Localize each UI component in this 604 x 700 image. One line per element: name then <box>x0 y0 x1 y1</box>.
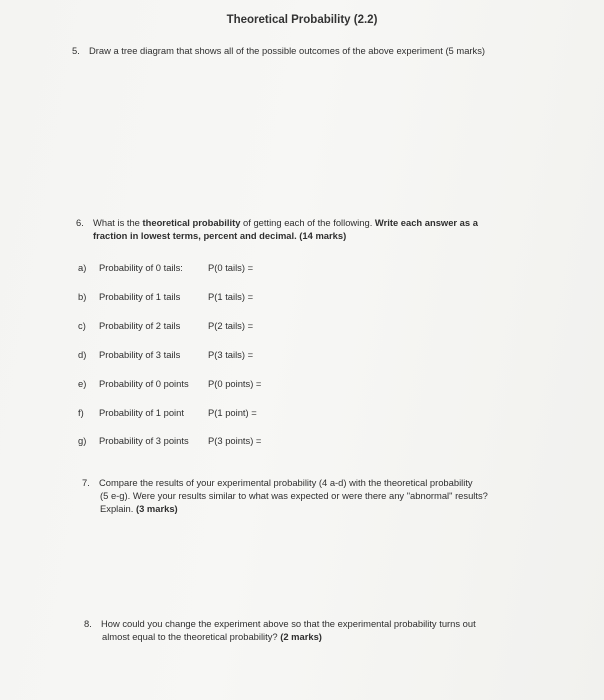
item-expression: P(1 point) = <box>208 407 257 418</box>
question-7-marks: (3 marks) <box>133 503 178 514</box>
item-letter: c) <box>78 320 86 331</box>
list-item <box>78 320 254 331</box>
question-8-line-1: How could you change the experiment above so that the experimental probability turns out <box>101 618 476 629</box>
question-5-text: Draw a tree diagram that shows all of the possible outcomes of the above experiment (5 marks) <box>89 45 486 56</box>
question-7-line-1: Compare the results of your experimental probability (4 a-d) with the theoretical probability <box>99 477 473 488</box>
question-6 <box>76 216 536 242</box>
item-label: Probability of 1 point <box>99 407 184 418</box>
question-6-bold-a: theoretical probability <box>142 217 241 228</box>
item-letter: f) <box>78 407 84 418</box>
item-expression: P(2 tails) = <box>208 320 254 331</box>
list-item <box>78 262 254 273</box>
list-item <box>78 349 254 360</box>
item-expression: P(3 tails) = <box>208 349 254 360</box>
list-item <box>78 435 262 446</box>
question-6-bold-b: Write each answer as a <box>374 217 478 228</box>
list-item <box>78 291 254 302</box>
item-letter: e) <box>78 378 87 389</box>
question-8-marks: (2 marks) <box>277 631 322 642</box>
item-letter: g) <box>78 435 87 446</box>
item-label: Probability of 3 points <box>99 435 189 446</box>
item-expression: P(0 tails) = <box>208 262 254 273</box>
question-5 <box>72 44 485 57</box>
item-letter: a) <box>78 262 87 273</box>
list-item <box>78 378 262 389</box>
question-6-text-b: of getting each of the following. <box>240 217 375 228</box>
item-expression: P(3 points) = <box>208 435 262 446</box>
item-expression: P(0 points) = <box>208 378 262 389</box>
item-label: Probability of 0 points <box>99 378 189 389</box>
question-6-marks: (14 marks) <box>296 230 347 241</box>
list-item <box>78 407 257 418</box>
item-label: Probability of 3 tails <box>99 349 181 360</box>
question-8-line-2: almost equal to the theoretical probability? <box>102 631 278 642</box>
question-8 <box>84 617 544 643</box>
item-expression: P(1 tails) = <box>208 291 254 302</box>
question-6-text-a: What is the <box>93 217 143 228</box>
item-label: Probability of 2 tails <box>99 320 181 331</box>
question-7-number: 7. <box>82 477 90 488</box>
question-6-number: 6. <box>76 217 84 228</box>
question-7 <box>82 476 542 515</box>
question-5-number: 5. <box>72 45 80 56</box>
question-7-line-2: (5 e-g). Were your results similar to what was expected or were there any "abnormal" results? <box>100 490 488 501</box>
item-letter: d) <box>78 349 87 360</box>
question-8-number: 8. <box>84 618 92 629</box>
page-title: Theoretical Probability (2.2) <box>226 14 378 26</box>
item-letter: b) <box>78 291 87 302</box>
item-label: Probability of 0 tails: <box>99 262 183 273</box>
item-label: Probability of 1 tails <box>99 291 181 302</box>
question-6-bold-c: fraction in lowest terms, percent and decimal. <box>93 230 297 241</box>
question-7-line-3: Explain. <box>100 503 134 514</box>
